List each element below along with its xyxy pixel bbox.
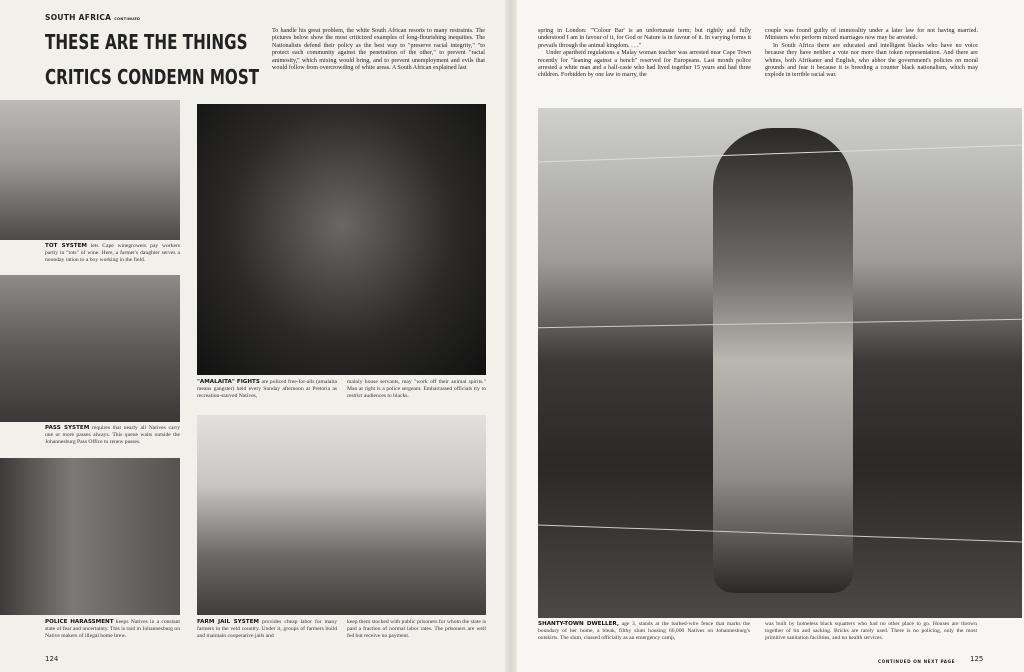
caption-text: requires that nearly all Natives carry one or more passes always. This queue waits outside the Johannesburg Pass Office to renew passes. (45, 425, 180, 446)
caption-police-harassment (45, 619, 180, 641)
page-number-left: 124 (45, 655, 59, 663)
caption-amalaita-1 (197, 379, 337, 401)
caption-head: SHANTY-TOWN DWELLER, (538, 621, 619, 627)
headline-line-1: THESE ARE THE THINGS (45, 30, 248, 54)
section-kicker (45, 13, 140, 22)
child-figure (713, 128, 853, 593)
caption-text: keeps Natives in a constant state of fear and uncertainty. This is raid in Johannesburg on Native makers of illegal home brew. (45, 619, 180, 640)
photo-amalaita-fights (197, 104, 486, 375)
caption-tot-system (45, 243, 180, 265)
caption-head: "AMALAITA" FIGHTS (197, 379, 260, 385)
kicker-sub: CONTINUED (114, 17, 141, 21)
caption-text: are policed free-for-alls (amalaita means gangster) held every Sunday afternoon at Pretoria as recreation-starved Natives, (197, 379, 337, 400)
page-gutter (505, 0, 517, 672)
continued-note: CONTINUED ON NEXT PAGE (878, 659, 956, 664)
caption-amalaita-2: mainly house servants, may "work off their animal spirits." Man at right is a police sergeant. Embarrassed officials try to restrict audiences to blacks. (347, 379, 486, 400)
paragraph: couple was found guilty of immorality under a later law for not having married. Ministers who perform mixed marriages now may be arrested. (765, 28, 978, 42)
caption-farm-jail-1 (197, 619, 337, 641)
intro-text (272, 28, 485, 72)
right-column-2 (765, 28, 978, 80)
caption-text: lets Cape winegrowers pay workers partly in "tots" of wine. Here, a farmer's daughter serves a noonday ration to a boy working in the field. (45, 243, 180, 264)
caption-head: TOT SYSTEM (45, 243, 87, 249)
caption-head: FARM JAIL SYSTEM (197, 619, 259, 625)
photo-farm-jail-system (197, 415, 486, 615)
caption-text: age 3, stands at the barbed-wire fence that marks the boundary of her home, a bleak, filthy slum housing 60,000 Natives on Johannesburg's outskirts. The slum, classed officially as an emergency camp, (538, 621, 750, 642)
photo-pass-system (0, 275, 180, 422)
intro-paragraph: To handle his great problem, the white South African resorts to many restraints. The pictures below show the most criticized examples of long-flourishing inequities. The Nationalists defend their policy as the best way to "preserve racial integrity," "to protect each community against the penetration of the other," to prevent "racial animosity," which mixing would bring, and to prevent unemployment and evils that would follow from overcrowding of white areas. A South African explained last (272, 28, 485, 72)
paragraph: Under apartheid regulations a Malay woman teacher was arrested near Cape Town recently for "leaning against a bench" reserved for Europeans. Last month police arrested a white man and a half-caste who had lived together 15 years and had three children. Forbidden by one law to marry, the (538, 50, 751, 79)
caption-farm-jail-2: keep them stocked with public prisoners for whom the state is paid a fraction of normal labor rates. The prisoners are well fed but receive no payment. (347, 619, 486, 640)
photo-shanty-town-dweller (538, 108, 1022, 618)
headline-line-2: CRITICS CONDEMN MOST (45, 65, 260, 89)
caption-head: PASS SYSTEM (45, 425, 90, 431)
caption-pass-system (45, 425, 180, 447)
photo-tot-system (0, 100, 180, 240)
caption-head: POLICE HARASSMENT (45, 619, 114, 625)
paragraph: In South Africa there are educated and intelligent blacks who have no voice because they have neither a vote nor more than token representation. And there are whites, both Afrikaner and English, who abhor the government's policies on moral grounds and fear it because it is breeding a counter black nationalism, which may explode in terrible racial war. (765, 42, 978, 79)
headline (45, 25, 259, 95)
caption-shanty-2: was built by homeless black squatters who had no other place to go. Houses are thrown together of tin and sacking. Bricks are rarely used. There is no policing, only the most primitive sanitation facilities, and no health services. (765, 621, 977, 642)
page-number-right: 125 (970, 655, 984, 663)
caption-text: provides cheap labor for many farmers in the veld country. Under it, groups of farmers build and maintain cooperative jails and (197, 619, 337, 640)
paragraph: spring in London: "'Colour Bar' is an unfortunate term; but rightly and fully understood I am in favour of it, for God or Nature is in favour of it. In varying forms it prevails through the animal kingdom. . . ." (538, 28, 751, 49)
photo-police-harassment (0, 458, 180, 615)
kicker-text: SOUTH AFRICA (45, 13, 112, 22)
right-column-1 (538, 28, 751, 80)
caption-shanty-1 (538, 621, 750, 643)
